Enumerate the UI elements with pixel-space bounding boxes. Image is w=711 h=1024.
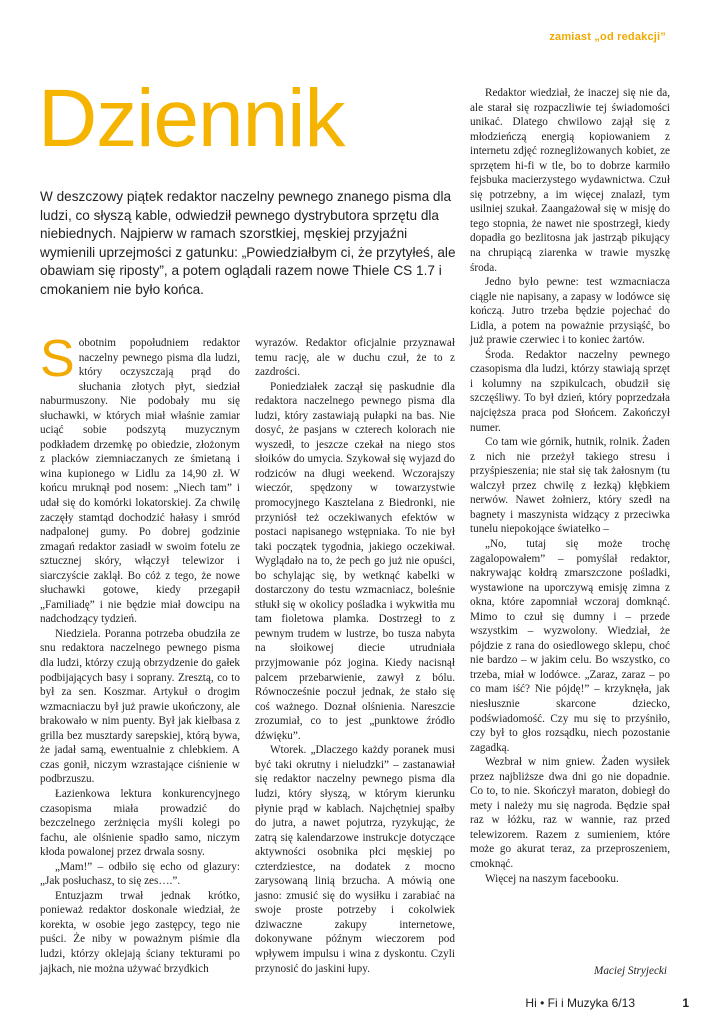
article-paragraph: Więcej na naszym facebooku.	[485, 872, 619, 885]
article-paragraph: Wtorek. „Dlaczego każdy poranek musi być taki okrutny i nieludzki” – zastanawiał się redaktor naczelny pewnego pisma dla ludzi, który słyszą, w którym kierunku płynie prąd w kablach. Najchętniej spałby do jutra, a nawet pojutrza, ryzykując, że zatrą się kalendarzowe instrukcje dotyczące aktywności osobnika płci męskiej po czterdziestce, na dodatek z mocno zarysowaną linią brzucha. A mówią one jasno: zmusić się do wysiłku i zarabiać na swoje proste potrzeby i cokolwiek dziwaczne zakupy internetowe, dokonywane późnym wieczorem pod wpływem impulsu i wina z dyskontu. Czyli przynosić do jaskini łupy.	[255, 744, 455, 975]
article-paragraph: Poniedziałek zaczął się paskudnie dla redaktora naczelnego pewnego pisma dla ludzi, który zastawiają pułapki na bas. Nie dosyć, że pasjans w czterech kolorach nie wyszedł, to jeszcze czekał na niego stos słoików do umycia. Szykował się wyjazd do rodziców na długi weekend. Wczorajszy wieczór, spędzony w towarzystwie promocyjnego Kasztelana z Biedronki, nie przyniósł też oczekiwanych efektów w postaci napisanego wstępniaka. To nie był taki początek tygodnia, jakiego oczekiwał. Wyglądało na to, że pech go już nie opuści, bo schylając się, by wetknąć kabelki w dostarczony do testu wzmacniacz, boleśnie stłukł się w okolicy pośladka i wykwitła mu tam fioletowa plamka. Dostrzegł to z pewnym trudem w lustrze, bo tusza nabyta na słoikowej diecie utrudniała przyjmowanie póz jogina. Kiedy nacisnął palcem przebarwienie, zawył z bólu. Równocześnie poczuł jednak, że stało się coś ważnego. Doznał olśnienia. Nareszcie zrozumiał, co to jest „punktowe źródło dźwięku”.	[255, 380, 455, 742]
article-column-3	[470, 86, 670, 886]
page-title: Dziennik	[38, 73, 345, 164]
magazine-footer: Hi • Fi i Muzyka 6/13	[525, 996, 635, 1010]
article-paragraph: Redaktor wiedział, że inaczej się nie da, ale starał się rozpaczliwie tej świadomości unikać. Dlatego chwilowo zajął się z młodzieńczą energią kopiowaniem z internetu zdjęć roznegliżowanych kobiet, ze sprzętem hi-fi w tle, bo to dobrze karmiło fejsbuka macierzystego wydawnictwa. Czuł się potrzebny, a im więcej znalazł, tym usilniej szukał. Zaangażował się w misję do tego stopnia, że nawet nie spostrzegł, kiedy dopadła go bezlitosna jak jastrząb pikujący na chrupiącą ziarenka w trawie myszkę środa.	[470, 87, 670, 274]
article-paragraph: Entuzjazm trwał jednak krótko, ponieważ redaktor doskonale wiedział, że korekta, w osobie jego zastępcy, tego nie puści. Że niby w poważnym piśmie dla ludzi, którzy oklejają ściany tekturami po jajkach, nie można używać brzydkich	[40, 889, 240, 975]
lead-paragraph	[40, 188, 460, 300]
author-signature: Maciej Stryjecki	[594, 965, 667, 977]
article-paragraph: Niedziela. Poranna potrzeba obudziła ze snu redaktora naczelnego pewnego pisma dla ludzi, którzy czują obrzydzenie do gałek podbijających basy i soprany. Zresztą, co to był za sen. Koszmar. Artykuł o drogim wzmacniaczu był już prawie ukończony, ale brakowało w nim puenty. Był jak kiełbasa z grilla bez musztardy sarepskiej, którą bywa, że jadał samą, ewentualnie z chlebkiem. A czas gonił, niczym wzrastające ciśnienie w podbrzuszu.	[40, 627, 240, 786]
article-column-2	[255, 336, 455, 976]
page-number: 1	[682, 996, 689, 1010]
article-paragraph: wyrazów. Redaktor oficjalnie przyznawał temu rację, ale w duchu czuł, że to z zazdrości.	[255, 337, 455, 379]
drop-cap: S	[40, 330, 75, 388]
article-column-1	[40, 330, 240, 976]
paragraph-text: obotnim popołudniem redaktor naczelny pewnego pisma dla ludzi, który oczyszczają prąd do słuchania złotych płyt, siedział naburmuszony. Nie podobały mu się słuchawki, w których miał właśnie zamiar uciąć sobie podszytą muzycznym podkładem drzemkę po obiedzie, złożonym z placków ziemniaczanych ze śmietaną i wina kupionego w Lidlu za 14,90 zł. W końcu mruknął pod nosem: „Niech tam” i udał się do komórki lokatorskiej. Za chwilę zaczęły stamtąd dochodzić hałasy i smród nadpalonej gumy. Po dobrej godzinie zmagań redaktor zasiadł w swoim fotelu ze sztucznej skóry, włączył telewizor i siarczyście zaklął. Bo cóż z tego, że nowe słuchawki gotowe, kiedy przegapił „Familiadę” i nie będzie miał dowcipu na nadchodzący tydzień.	[40, 337, 240, 626]
article-paragraph: „Mam!” – odbiło się echo od glazury: „Jak posłuchasz, to się zes….”.	[40, 860, 240, 888]
article-paragraph: Środa. Redaktor naczelny pewnego czasopisma dla ludzi, którzy stawiają sprzęt i kolumny na szpikulcach, obudził się szczęśliwy. To był dzień, który poprzedzała najcięższa praca pod Słońcem. Zakończył numer.	[470, 348, 670, 434]
lead-text: W deszczowy piątek redaktor naczelny pewnego znanego pisma dla ludzi, co słyszą kable, odwiedził pewnego dystrybutora sprzętu dla niebiednych. Najpierw w ramach szorstkiej, męskiej przyjaźni wymienili uprzejmości z gatunku: „Powiedziałbym ci, że przytyłeś, ale obawiam się riposty”, a potem oglądali razem nowe Thiele CS 1.7 i cmokaniem nie było końca.	[40, 189, 456, 297]
article-paragraph: Co tam wie górnik, hutnik, rolnik. Żaden z nich nie przeżył takiego stresu i przyśpieszenia; nie stał się tak żałosnym (tu walczył przez chwilę z łezką) kłębkiem nerwów. Nawet żołnierz, który szedł na bagnety i maszynista widzący z przeciwka tunelu niepokojące światełko –	[470, 436, 670, 536]
article-paragraph: „No, tutaj się może trochę zagalopowałem” – pomyślał redaktor, nakrywając kołdrą zmarszczone pośladki, wystawione na uporczywą emisję zimna z okna, które zapomniał wczoraj domknąć. Mimo to czuł się dumny i – przede wszystkim – wyzwolony. Wiedział, że pójdzie z rana do osiedlowego sklepu, choć nie bardzo – w jakim celu. Bo wszystko, co trzeba, miał w lodówce. „Zaraz, zaraz – po co mam iść? Nie pójdę!” – krzyknęła, jak niesłusznie skarcone dziecko, podświadomość. Czy mu się to przyśniło, czy był to głos rozsądku, niech pozostanie zagadką.	[470, 537, 670, 754]
article-paragraph	[40, 330, 240, 627]
section-label: zamiast „od redakcji”	[549, 31, 666, 43]
article-paragraph: Łazienkowa lektura konkurencyjnego czasopisma miała prowadzić do bezczelnego zerżnięcia myśli kolegi po fachu, ale olśnienie spadło samo, niczym kłoda powalonej przez drwala sosny.	[40, 787, 240, 859]
article-paragraph: Wezbrał w nim gniew. Żaden wysiłek przez najbliższe dwa dni go nie dopadnie. Co to, to nie. Skończył maraton, dobiegł do mety i należy mu się nagroda. Będzie spał raz w łóżku, raz w wannie, raz przed telewizorem. Razem z sumieniem, które może go akurat teraz, za przeproszeniem, cmoknąć.	[470, 756, 670, 870]
article-paragraph: Jedno było pewne: test wzmacniacza ciągle nie napisany, a zapasy w lodówce się kończą. Jutro trzeba będzie pojechać do Lidla, a potem na poważnie przysiąść, bo już prawie czerwiec i to koniec żartów.	[470, 276, 670, 347]
